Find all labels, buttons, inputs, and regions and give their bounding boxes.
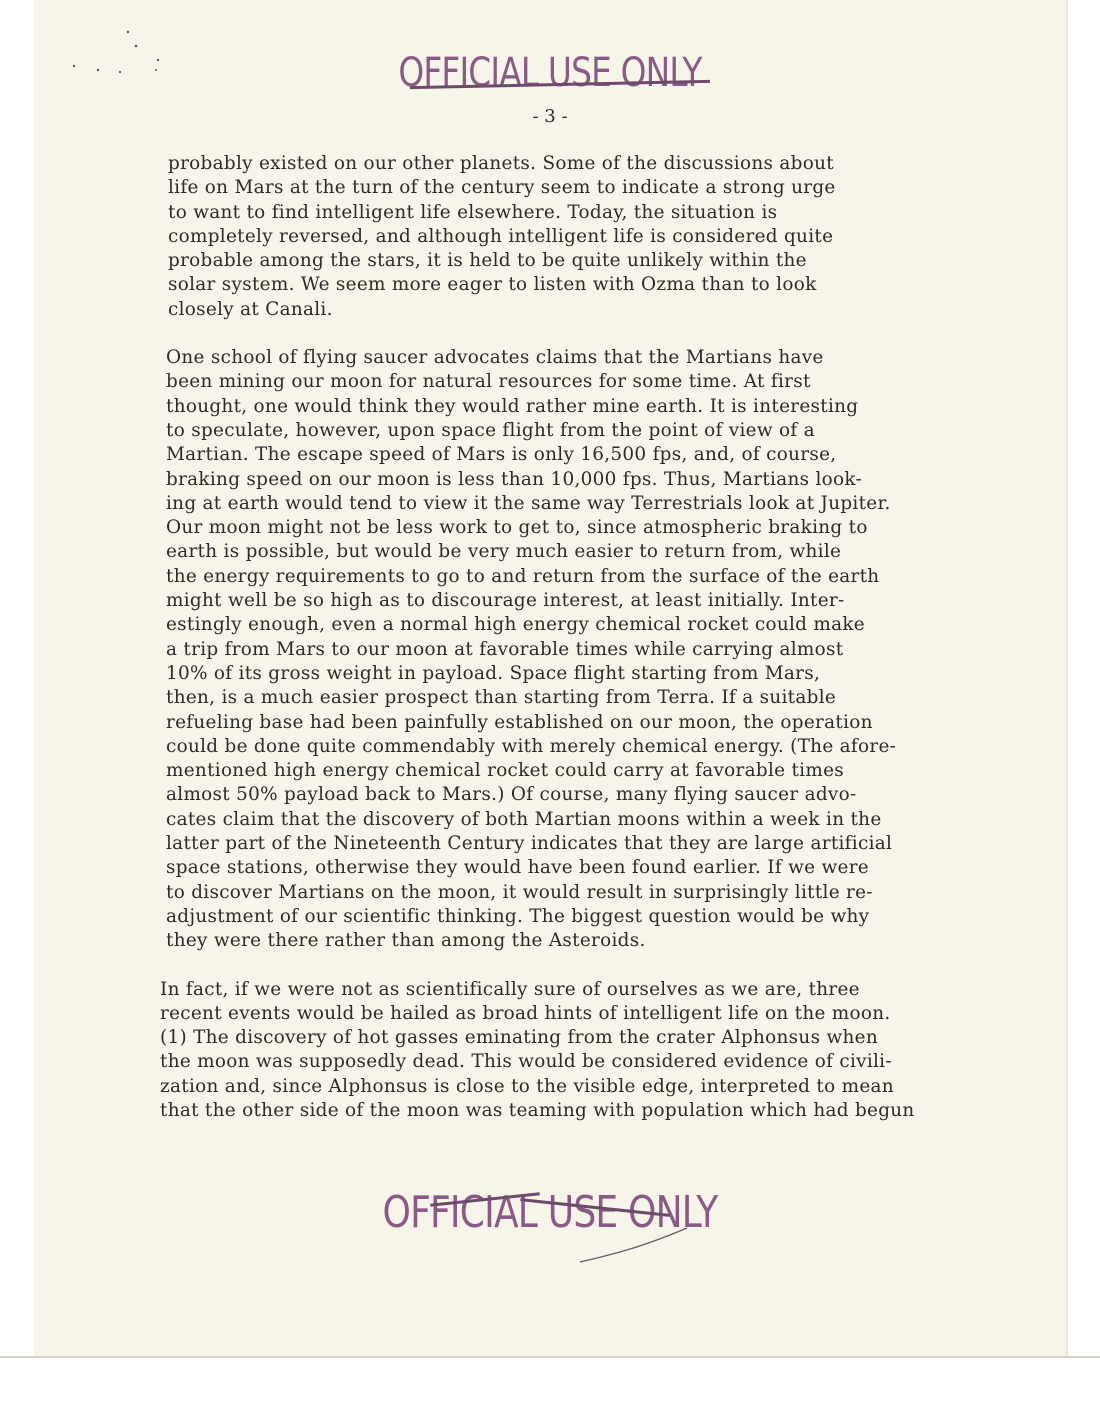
text-line: In fact, if we were not as scientifically sure of ourselves as we are, three xyxy=(160,978,860,1000)
text-line: probable among the stars, it is held to be quite unlikely within the xyxy=(168,250,807,272)
text-line: mentioned high energy chemical rocket could carry at favorable times xyxy=(166,760,845,782)
text-line: recent events would be hailed as broad hints of intelligent life on the moon. xyxy=(160,1002,891,1024)
text-line: zation and, since Alphonsus is close to the visible edge, interpreted to mean xyxy=(160,1075,894,1097)
text-line: earth is possible, but would be very much easier to return from, while xyxy=(166,541,842,563)
text-line: Our moon might not be less work to get to, since atmospheric braking to xyxy=(166,517,868,539)
pen-stroke-mark xyxy=(575,1220,695,1270)
text-line: latter part of the Nineteenth Century indicates that they are large artificial xyxy=(166,833,893,855)
text-line: to speculate, however, upon space flight from the point of view of a xyxy=(166,419,815,441)
text-line: been mining our moon for natural resources for some time. At first xyxy=(166,371,811,393)
text-line: (1) The discovery of hot gasses eminating from the crater Alphonsus when xyxy=(160,1027,878,1049)
page-edge xyxy=(0,1356,1100,1358)
text-line: cates claim that the discovery of both Martian moons within a week in the xyxy=(166,808,882,830)
text-line: braking speed on our moon is less than 10,000 fps. Thus, Martians look- xyxy=(166,468,863,490)
text-line: almost 50% payload back to Mars.) Of course, many flying saucer advo- xyxy=(166,784,857,806)
paragraph xyxy=(158,152,1018,322)
text-line: then, is a much easier prospect than starting from Terra. If a suitable xyxy=(166,687,837,709)
text-line: ing at earth would tend to view it the same way Terrestrials look at Jupiter. xyxy=(166,492,891,514)
text-line: life on Mars at the turn of the century seem to indicate a strong urge xyxy=(168,177,836,199)
paragraph xyxy=(158,346,1018,953)
text-line: to want to find intelligent life elsewhere. Today, the situation is xyxy=(168,201,778,223)
text-line: closely at Canali. xyxy=(168,298,333,320)
text-line: estingly enough, even a normal high energy chemical rocket could make xyxy=(166,614,865,636)
text-line: completely reversed, and although intelligent life is considered quite xyxy=(168,225,834,247)
text-line: Martian. The escape speed of Mars is only 16,500 fps, and, of course, xyxy=(166,444,837,466)
text-line: the energy requirements to go to and return from the surface of the earth xyxy=(166,565,880,587)
text-line: the moon was supposedly dead. This would be considered evidence of civili- xyxy=(160,1051,892,1073)
body-text xyxy=(158,152,1018,1147)
classification-stamp-top: OFFICIAL USE ONLY xyxy=(398,50,702,96)
text-line: they were there rather than among the Asteroids. xyxy=(166,930,646,952)
text-line: refueling base had been painfully established on our moon, the operation xyxy=(166,711,873,733)
text-line: One school of flying saucer advocates claims that the Martians have xyxy=(166,347,824,369)
text-line: might well be so high as to discourage interest, at least initially. Inter- xyxy=(166,590,845,612)
text-line: space stations, otherwise they would have been found earlier. If we were xyxy=(166,857,869,879)
text-line: adjustment of our scientific thinking. The biggest question would be why xyxy=(166,905,870,927)
text-line: a trip from Mars to our moon at favorable times while carrying almost xyxy=(166,638,844,660)
text-line: that the other side of the moon was teaming with population which had begun xyxy=(160,1099,915,1121)
text-line: thought, one would think they would rather mine earth. It is interesting xyxy=(166,395,859,417)
text-line: solar system. We seem more eager to listen with Ozma than to look xyxy=(168,274,817,296)
paragraph xyxy=(158,978,1018,1124)
text-line: to discover Martians on the moon, it would result in surprisingly little re- xyxy=(166,881,873,903)
page-number: - 3 - xyxy=(532,106,568,127)
text-line: probably existed on our other planets. Some of the discussions about xyxy=(168,153,834,174)
text-line: 10% of its gross weight in payload. Space flight starting from Mars, xyxy=(166,662,821,684)
classification-stamp-bottom: OFFICIAL USE ONLY xyxy=(382,1187,718,1238)
text-line: could be done quite commendably with merely chemical energy. (The afore- xyxy=(166,735,897,757)
